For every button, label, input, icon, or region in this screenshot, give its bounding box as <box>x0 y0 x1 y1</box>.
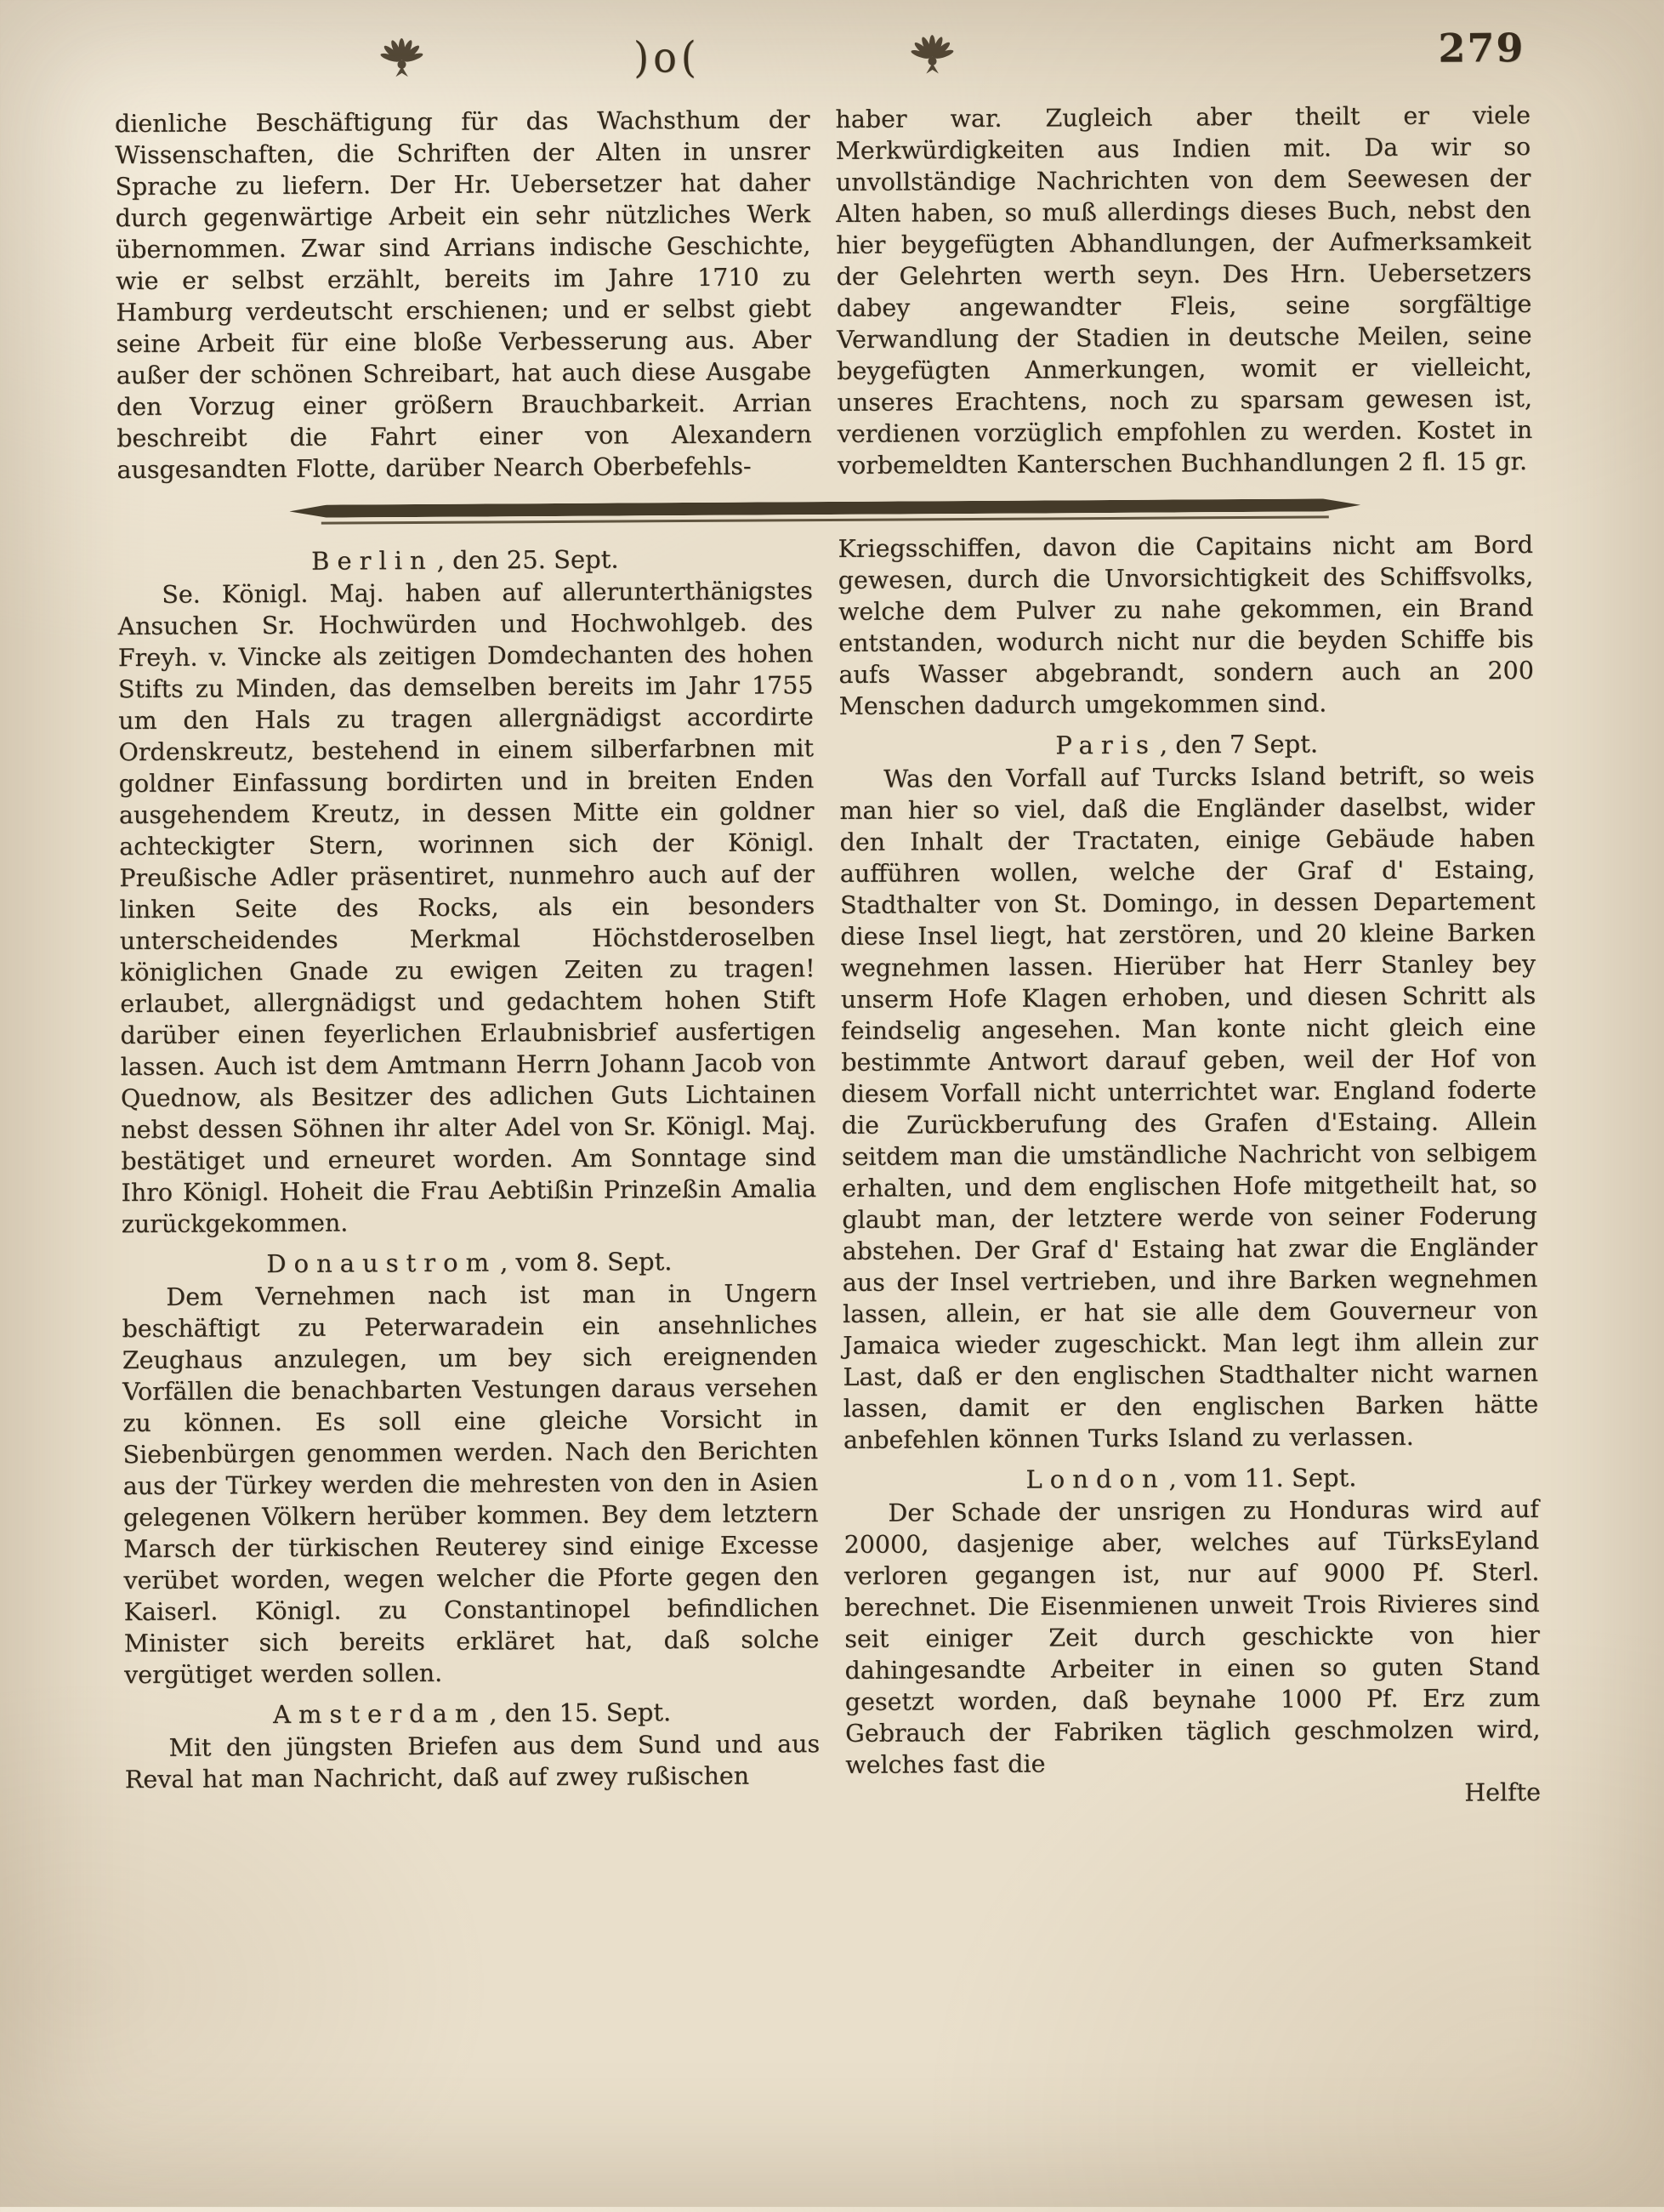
dateline-city: Amsterdam <box>273 1699 486 1730</box>
header-ornaments <box>378 31 956 82</box>
catchword: Helfte <box>845 1777 1541 1812</box>
divider-rule-thin <box>321 515 1328 524</box>
shell-fleuron-icon <box>378 35 425 82</box>
shell-fleuron-icon <box>908 31 956 79</box>
dateline-city: Berlin <box>311 546 434 576</box>
dateline-london <box>843 1462 1539 1495</box>
news-left-column <box>117 533 821 1817</box>
dateline-amsterdam <box>124 1697 820 1730</box>
dateline-city: Paris <box>1055 731 1156 760</box>
review-left-column-text: dienliche Beschäftigung für das Wachsthum der Wissenschaften, die Schriften der Alten in unsrer Sprache zu liefern. Der Hr. Uebersetzer hat daher durch gegenwärtige Arbeit ein sehr nützliches Werk übernommen. Zwar sind Arrians indische Geschichte, wie er selbst erzählt, bereits im Jahre 1710 zu Hamburg verdeutscht erschienen; und er selbst giebt seine Arbeit für eine bloße Verbesserung aus. Aber außer der schönen Schreibart, hat auch diese Ausgabe den Vorzug einer größern Brauchbarkeit. Arrian beschreibt die Fahrt einer von Alexandern ausgesandten Flotte, darüber Nearch Oberbefehls- <box>115 104 812 486</box>
dateline-donaustrom <box>122 1246 817 1279</box>
article-text-amsterdam-continuation: Kriegsschiffen, davon die Capitains nicht am Bord gewesen, durch die Unvorsichtigkeit des Schiffsvolks, welche dem Pulver zu nahe gekommen, ein Brand entstanden, wodurch nicht nur die beyden Schiffe bis aufs Wasser abgebrandt, sondern auch an 200 Menschen dadurch umgekommen sind. <box>838 529 1534 722</box>
news-section-london <box>843 1462 1541 1781</box>
dateline-city: London <box>1025 1464 1165 1494</box>
divider-rule-thick <box>289 498 1360 518</box>
dateline-berlin <box>117 543 813 577</box>
page-number: 279 <box>1438 25 1525 71</box>
article-text-donaustrom: Dem Vernehmen nach ist man in Ungern beschäftigt zu Peterwaradein ein ansehnliches Zeughaus anzulegen, um bey sich ereignenden Vorfällen die benachbarten Vestungen daraus versehen zu können. Es soll eine gleiche Vorsicht in Siebenbürgen genommen werden. Nach den Berichten aus der Türkey werden die mehresten von den in Asien gelegenen Völkern herüber kommen. Bey dem letztern Marsch der türkischen Reuterey sind einige Excesse verübet worden, wegen welcher die Pforte gegen den Kaiserl. Königl. zu Constantinopel befindlichen Minister sich bereits erkläret hat, daß solche vergütiget werden sollen. <box>122 1277 819 1691</box>
review-right-column-text: haber war. Zugleich aber theilt er viele Merkwürdigkeiten aus Indien mit. Da wir so unvollständige Nachrichten von dem Seewesen der Alten haben, so muß allerdings dieses Buch, nebst den hier beygefügten Abhandlungen, der Aufmerksamkeit der Gelehrten werth seyn. Des Hrn. Uebersetzers dabey angewandter Fleis, seine sorgfältige Verwandlung der Stadien in deutsche Meilen, seine beygefügten Anmerkungen, womit er vielleicht, unseres Erachtens, noch zu sparsam gewesen ist, verdienen vorzüglich empfohlen zu werden. Kostet in vorbemeldten Kanterschen Buchhandlungen 2 fl. 15 gr. <box>835 100 1532 481</box>
dateline-paris <box>839 728 1535 761</box>
news-section-donaustrom <box>122 1246 820 1691</box>
article-text-london: Der Schade der unsrigen zu Honduras wird auf 20000, dasjenige aber, welches auf TürksEyland verloren gegangen ist, nur auf 9000 Pf. Sterl. berechnet. Die Eisenmienen unweit Trois Rivieres sind seit einiger Zeit durch geschickte von hier dahingesandte Arbeiter in einen so guten Stand gesetzt worden, daß beynahe 1000 Pf. Erz zum Gebrauch der Fabriken täglich geschmolzen wird, welches fast die <box>843 1493 1541 1781</box>
page-header <box>114 25 1530 106</box>
news-section-berlin <box>117 543 816 1240</box>
news-right-column <box>838 529 1541 1812</box>
dateline-city: Donaustrom <box>266 1248 497 1278</box>
news-section-paris <box>839 728 1539 1456</box>
section-divider <box>289 498 1360 525</box>
article-text-berlin: Se. Königl. Maj. haben auf allerunterthänigstes Ansuchen Sr. Hochwürden und Hochwohlgeb. des Freyh. v. Vincke als zeitigen Domdechanten des hohen Stifts zu Minden, das demselben bereits im Jahr 1755 um den Hals zu tragen allergnädigst accordirte Ordenskreutz, bestehend in einem silberfarbnen mit goldner Einfassung bordirten und in breiten Enden ausgehendem Kreutz, in dessen Mitte ein goldner achteckigter Stern, worinnen sich der Königl. Preußische Adler präsentiret, nunmehro auch auf der linken Seite des Rocks, als ein besonders unterscheidendes Merkmal Höchstderoselben königlichen Gnade zu ewigen Zeiten zu tragen! erlaubet, allergnädigst und gedachtem hohen Stift darüber einen feyerlichen Erlaubnisbrief ausfertigen lassen. Auch ist dem Amtmann Herrn Johann Jacob von Quednow, als Besitzer des adlichen Guts Lichtainen nebst dessen Söhnen ihr alter Adel von Sr. Königl. Maj. bestätiget und erneuret worden. Am Sonntage sind Ihro Königl. Hoheit die Frau Aebtißin Prinzeßin Amalia zurückgekommen. <box>117 575 816 1240</box>
dateline-date: , vom 8. Sept. <box>500 1247 673 1277</box>
review-article <box>115 100 1533 486</box>
printers-mark-icon: )o( <box>633 36 701 78</box>
article-text-paris: Was den Vorfall auf Turcks Island betrift, so weis man hier so viel, daß die Engländer daselbst, wider den Inhalt der Tractaten, einige Gebäude haben aufführen wollen, welche der Graf d' Estaing, Stadthalter von St. Domingo, in dessen Departement diese Insel liegt, hat zerstören, und 20 kleine Barken wegnehmen lassen. Hierüber hat Herr Stanley bey unserm Hofe Klagen erhoben, und diesen Schritt als feindselig angesehen. Man konte nicht gleich eine bestimmte Antwort darauf geben, weil der Hof von diesem Vorfall nicht unterrichtet war. England foderte die Zurückberufung des Grafen d'Estaing. Allein seitdem man die umständliche Nachricht von selbigem erhalten, und dem englischen Hofe mitgetheilt hat, so glaubt man, der letztere werde von seiner Foderung abstehen. Der Graf d' Estaing hat zwar die Engländer aus der Insel vertrieben, und ihre Barken wegnehmen lassen, allein, er hat sie alle dem Gouverneur von Jamaica wieder zugeschickt. Man legt ihm allein zur Last, daß er den englischen Stadthalter nicht warnen lassen, damit er den englischen Barken hätte anbefehlen können Turks Island zu verlassen. <box>839 759 1538 1456</box>
article-text-amsterdam: Mit den jüngsten Briefen aus dem Sund und aus Reval hat man Nachricht, daß auf zwey rußischen <box>125 1728 821 1795</box>
dateline-date: , den 15. Sept. <box>489 1697 671 1727</box>
news-columns <box>117 529 1541 1817</box>
dateline-date: , vom 11. Sept. <box>1168 1463 1356 1493</box>
dateline-date: , den 25. Sept. <box>437 545 619 575</box>
dateline-date: , den 7 Sept. <box>1160 730 1318 759</box>
news-section-amsterdam <box>124 1697 820 1795</box>
